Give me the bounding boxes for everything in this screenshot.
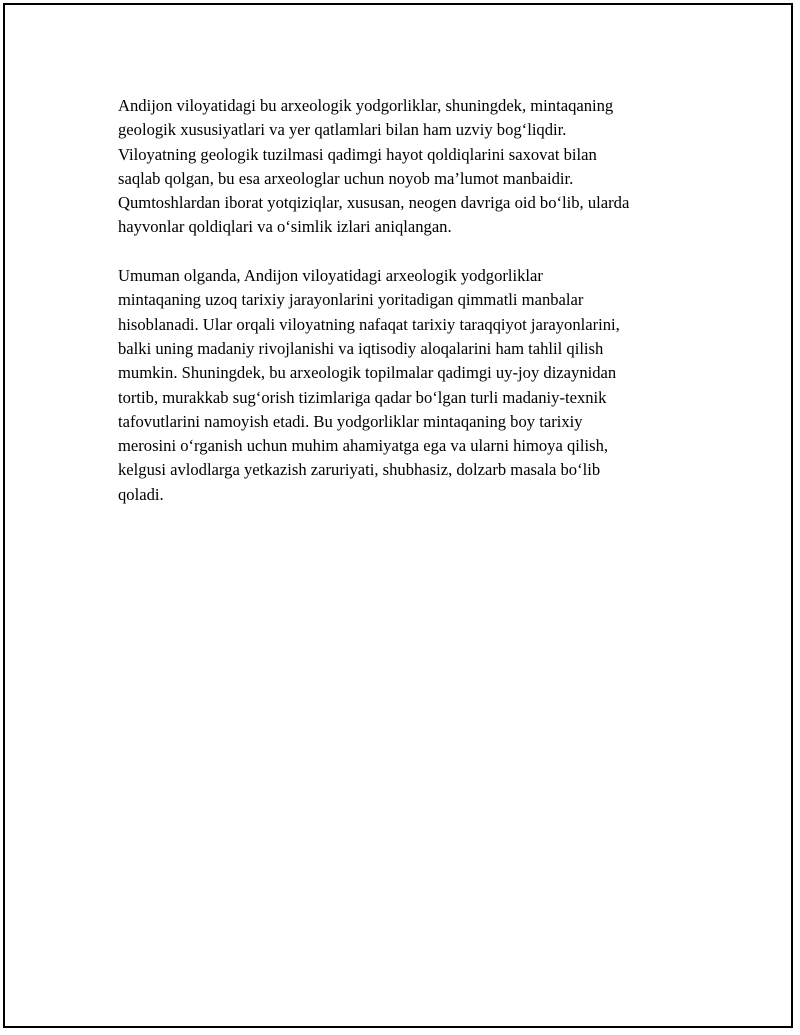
text-line: Andijon viloyatidagi bu arxeologik yodgorliklar, shuningdek, mintaqaning [118,96,614,115]
text-line: kelgusi avlodlarga yetkazish zaruriyati, shubhasiz, dolzarb masala bo‘lib [118,460,601,480]
text-line: tafovutlarini namoyish etadi. Bu yodgorliklar mintaqaning boy tarixiy [118,411,583,431]
document-body [118,94,690,531]
text-line: saqlab qolgan, bu esa arxeologlar uchun noyob ma’lumot manbaidir. [118,168,574,188]
text-line: geologik xususiyatlari va yer qatlamlari bilan ham uzviy bog‘liqdir. [118,120,567,140]
text-line: Qumtoshlardan iborat yotqiziqlar, xususan, neogen davriga oid bo‘lib, ularda [118,193,630,213]
text-line: tortib, murakkab sug‘orish tizimlariga qadar bo‘lgan turli madaniy-texnik [118,387,607,407]
text-line: merosini o‘rganish uchun muhim ahamiyatga ega va ularni himoya qilish, [118,436,609,456]
text-line: qoladi. [118,484,164,504]
paragraph-2 [118,264,690,507]
text-line: Viloyatning geologik tuzilmasi qadimgi hayot qoldiqlarini saxovat bilan [118,144,597,164]
text-line: hayvonlar qoldiqlari va o‘simlik izlari aniqlangan. [118,217,452,237]
text-line: hisoblanadi. Ular orqali viloyatning nafaqat tarixiy taraqqiyot jarayonlarini, [118,314,620,334]
text-line: balki uning madaniy rivojlanishi va iqtisodiy aloqalarini ham tahlil qilish [118,338,604,358]
text-line: Umuman olganda, Andijon viloyatidagi arxeologik yodgorliklar [118,266,543,286]
paragraph-1 [118,94,690,240]
text-line: mumkin. Shuningdek, bu arxeologik topilmalar qadimgi uy-joy dizaynidan [118,363,617,383]
text-line: mintaqaning uzoq tarixiy jarayonlarini yoritadigan qimmatli manbalar [118,290,584,310]
